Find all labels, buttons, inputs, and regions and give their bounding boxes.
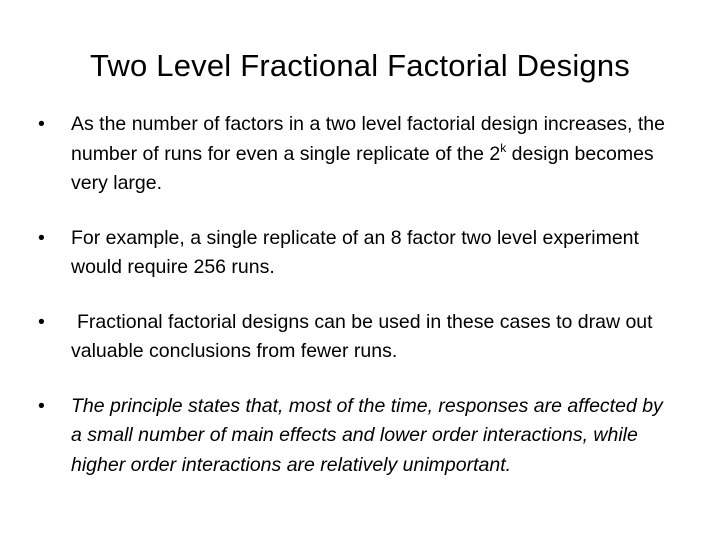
bullet-item-principle: [36, 392, 676, 481]
bullet-text: For example, a single replicate of an 8 factor two level experiment would require 256 runs.: [71, 226, 639, 278]
bullet-text: The principle states that, most of the time, responses are affected by a small number of main effects and lower order interactions, while higher order interactions are relatively unimportant.: [71, 394, 663, 476]
bullet-marker: •: [38, 113, 45, 135]
bullet-text: Fractional factorial designs can be used in these cases to draw out valuable conclusions from fewer runs.: [71, 310, 653, 362]
bullet-list: [36, 110, 676, 505]
bullet-text-after: design becomes very large.: [71, 142, 654, 194]
bullet-text: [71, 113, 665, 194]
bullet-superscript: k: [500, 140, 507, 155]
bullet-item-factors-increase: [36, 110, 676, 199]
bullet-item-fractional-designs: [36, 308, 676, 367]
bullet-text-before: As the number of factors in a two level factorial design increases, the number of runs for even a single replicate of the 2: [71, 113, 665, 165]
slide-title: Two Level Fractional Factorial Designs: [90, 48, 630, 83]
bullet-item-example: [36, 224, 676, 283]
bullet-marker: •: [38, 310, 45, 333]
bullet-marker: •: [38, 226, 45, 249]
bullet-marker: •: [38, 394, 45, 417]
